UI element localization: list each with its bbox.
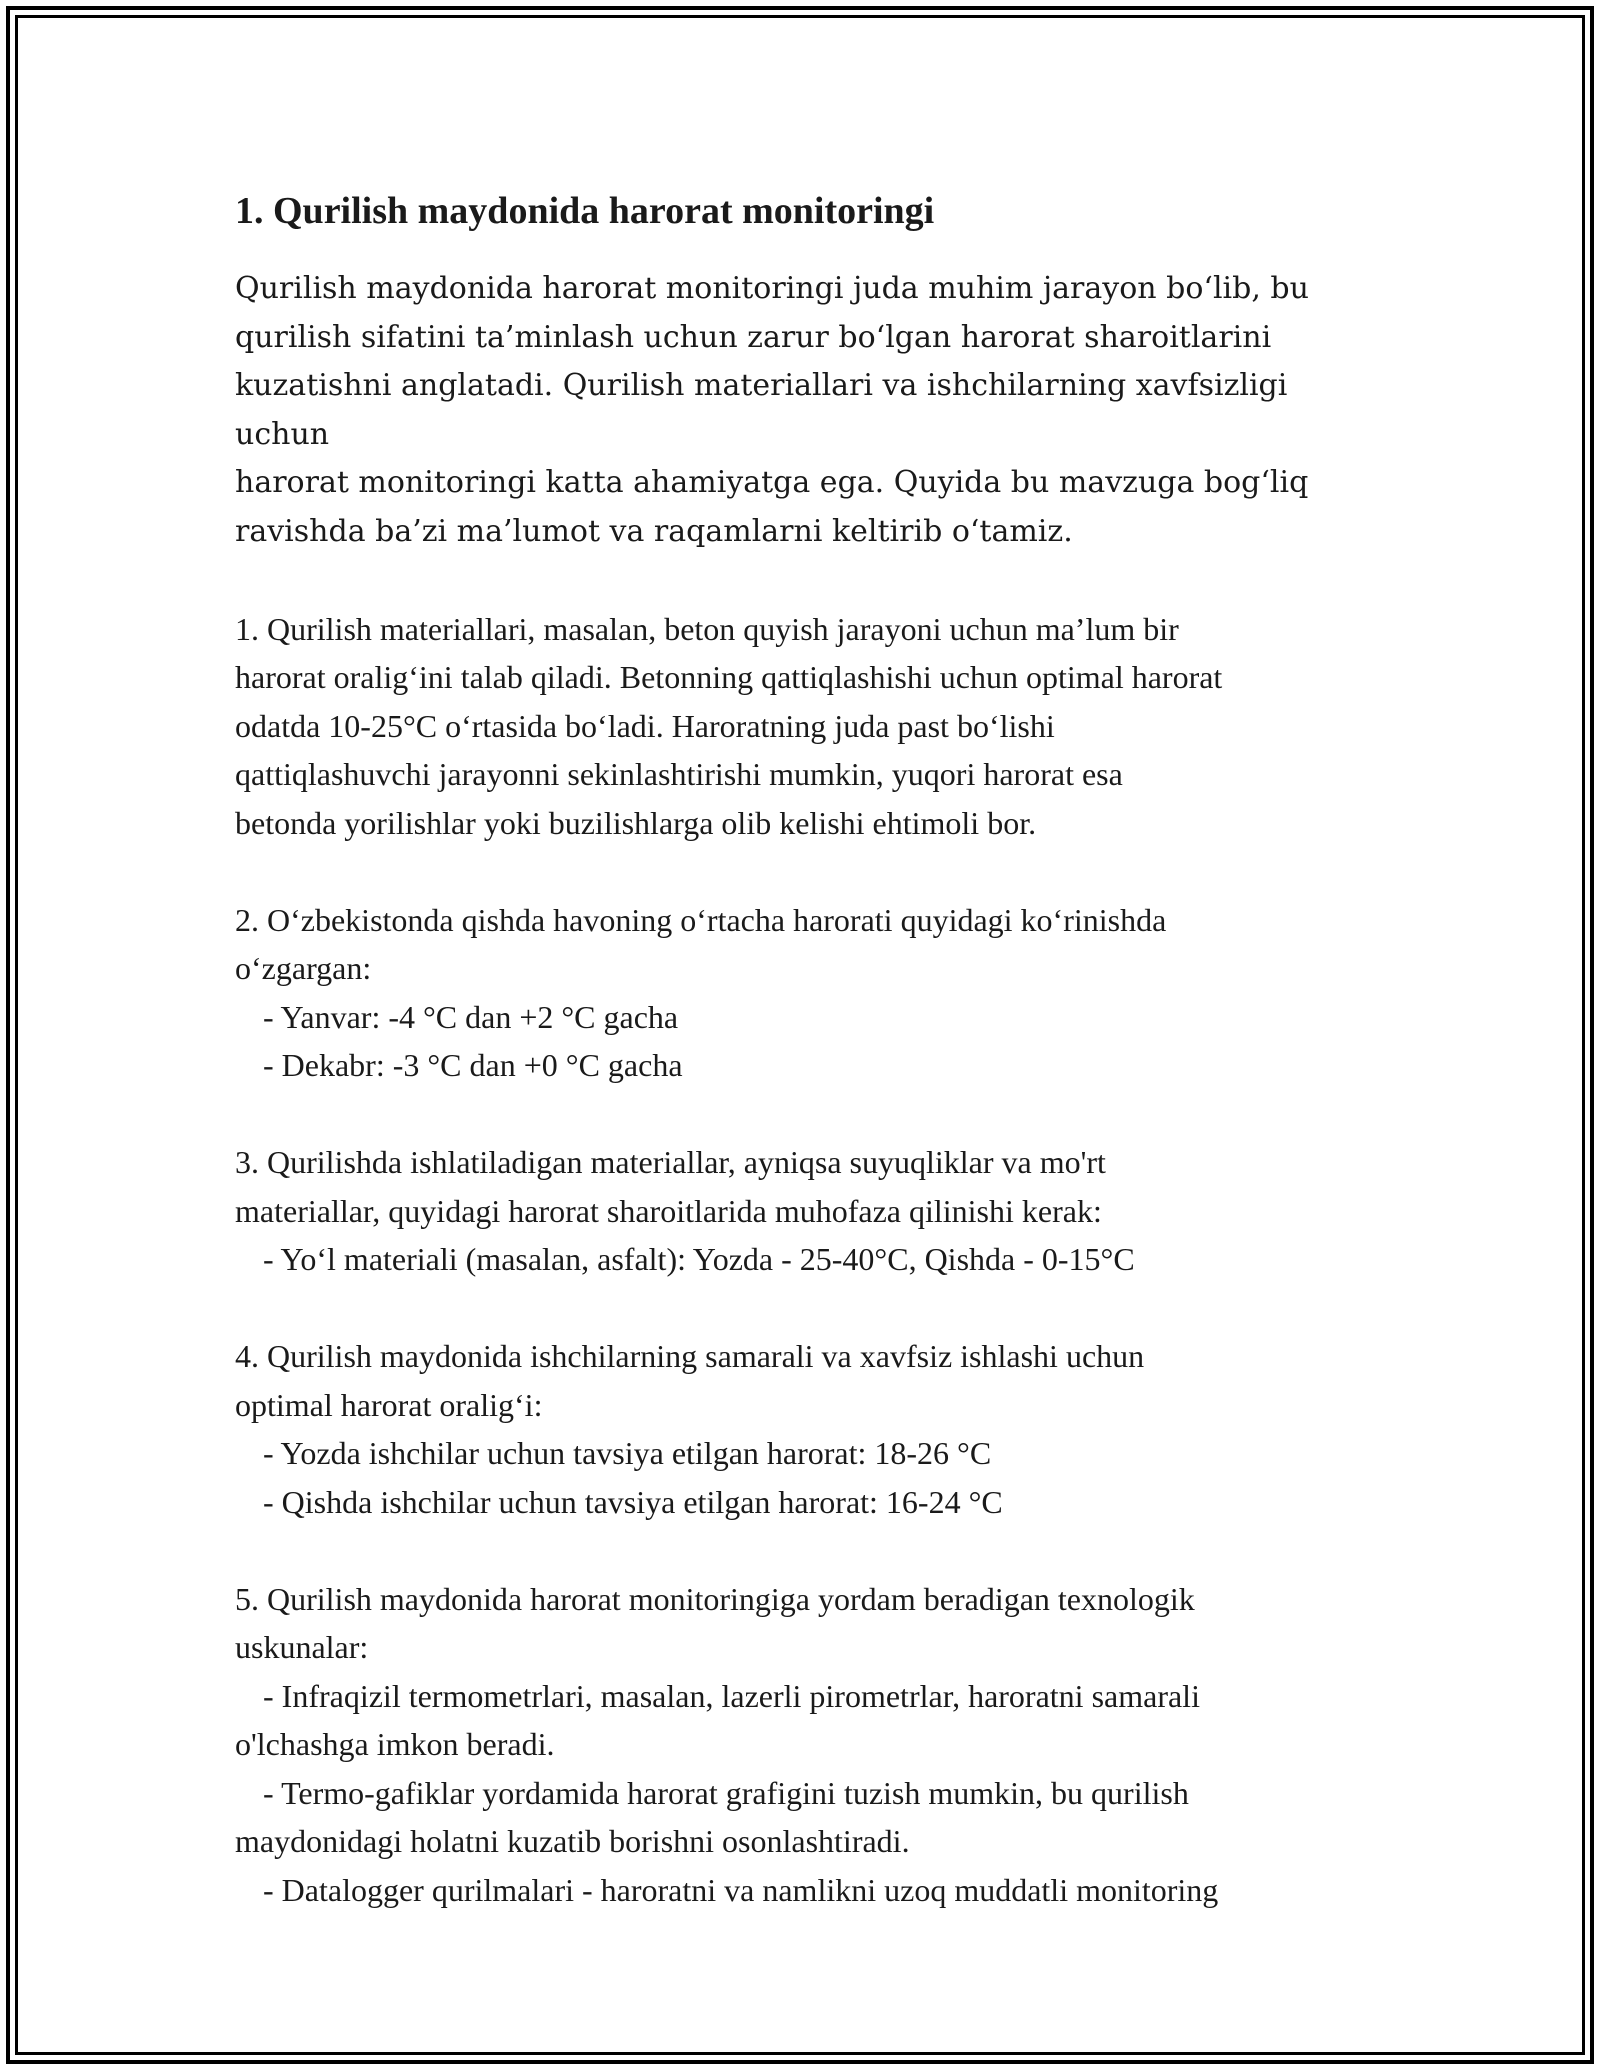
sub-item-infrared: - Infraqizil termometrlari, masalan, lazerli pirometrlar, haroratni samarali	[263, 1677, 1200, 1714]
sub-item-road-material: - Yo‘l materiali (masalan, asfalt): Yozda - 25-40°C, Qishda - 0-15°C	[263, 1241, 1135, 1277]
sub-item-thermo-graph-cont: maydonidagi holatni kuzatib borishni osonlashtiradi.	[235, 1823, 910, 1859]
item-line: 5. Qurilish maydonida harorat monitoringiga yordam beradigan texnologik	[235, 1580, 1195, 1617]
intro-line: ravishda ba’zi ma’lumot va raqamlarni keltirib o‘tamiz.	[235, 513, 1073, 549]
item-line: harorat oralig‘ini talab qiladi. Betonning qattiqlashishi uchun optimal harorat	[235, 659, 1223, 695]
list-item-3	[235, 1138, 1385, 1284]
list-item-5	[235, 1575, 1385, 1915]
item-line: optimal harorat oralig‘i:	[235, 1386, 543, 1423]
intro-line: Qurilish maydonida harorat monitoringi juda muhim jarayon bo‘lib, bu	[235, 271, 1309, 306]
list-item-4	[235, 1332, 1385, 1526]
item-line: qattiqlashuvchi jarayonni sekinlashtirishi mumkin, yuqori harorat esa	[235, 756, 1123, 792]
sub-item-thermo-graph: - Termo-gafiklar yordamida harorat grafigini tuzish mumkin, bu qurilish	[263, 1774, 1189, 1811]
intro-paragraph	[235, 265, 1385, 556]
sub-item-datalogger: - Datalogger qurilmalari - haroratni va namlikni uzoq muddatli monitoring	[263, 1871, 1219, 1908]
item-line: 1. Qurilish materiallari, masalan, beton quyish jarayoni uchun ma’lum bir	[235, 610, 1179, 647]
document-title: 1. Qurilish maydonida harorat monitoringi	[235, 190, 935, 232]
item-line: 4. Qurilish maydonida ishchilarning samarali va xavfsiz ishlashi uchun	[235, 1338, 1145, 1374]
item-line: odatda 10-25°C o‘rtasida bo‘ladi. Haroratning juda past bo‘lishi	[235, 707, 1055, 744]
intro-line: qurilish sifatini ta’minlash uchun zarur bo‘lgan harorat sharoitlarini	[235, 319, 1272, 355]
sub-item-winter-workers: - Qishda ishchilar uchun tavsiya etilgan harorat: 16-24 °C	[263, 1483, 1003, 1520]
sub-item-summer-workers: - Yozda ishchilar uchun tavsiya etilgan harorat: 18-26 °C	[263, 1435, 992, 1471]
intro-line: kuzatishni anglatadi. Qurilish materiallari va ishchilarning xavfsizligi uchun	[235, 368, 1288, 452]
item-line: uskunalar:	[235, 1629, 369, 1665]
list-item-2	[235, 896, 1385, 1090]
item-line: 3. Qurilishda ishlatiladigan materiallar, ayniqsa suyuqliklar va mo'rt	[235, 1144, 1106, 1180]
sub-item-january: - Yanvar: -4 °C dan +2 °C gacha	[263, 998, 679, 1035]
item-line: o‘zgargan:	[235, 950, 372, 986]
list-item-1	[235, 605, 1385, 848]
item-line: betonda yorilishlar yoki buzilishlarga olib kelishi ehtimoli bor.	[235, 804, 1037, 841]
sub-item-december: - Dekabr: -3 °C dan +0 °C gacha	[263, 1047, 683, 1083]
sub-item-infrared-cont: o'lchashga imkon beradi.	[235, 1726, 555, 1762]
item-line: 2. O‘zbekistonda qishda havoning o‘rtacha harorati quyidagi ko‘rinishda	[235, 901, 1167, 938]
item-line: materiallar, quyidagi harorat sharoitlarida muhofaza qilinishi kerak:	[235, 1192, 1102, 1229]
document-body	[235, 185, 1385, 1963]
intro-line: harorat monitoringi katta ahamiyatga ega. Quyida bu mavzuga bog‘liq	[235, 465, 1309, 500]
